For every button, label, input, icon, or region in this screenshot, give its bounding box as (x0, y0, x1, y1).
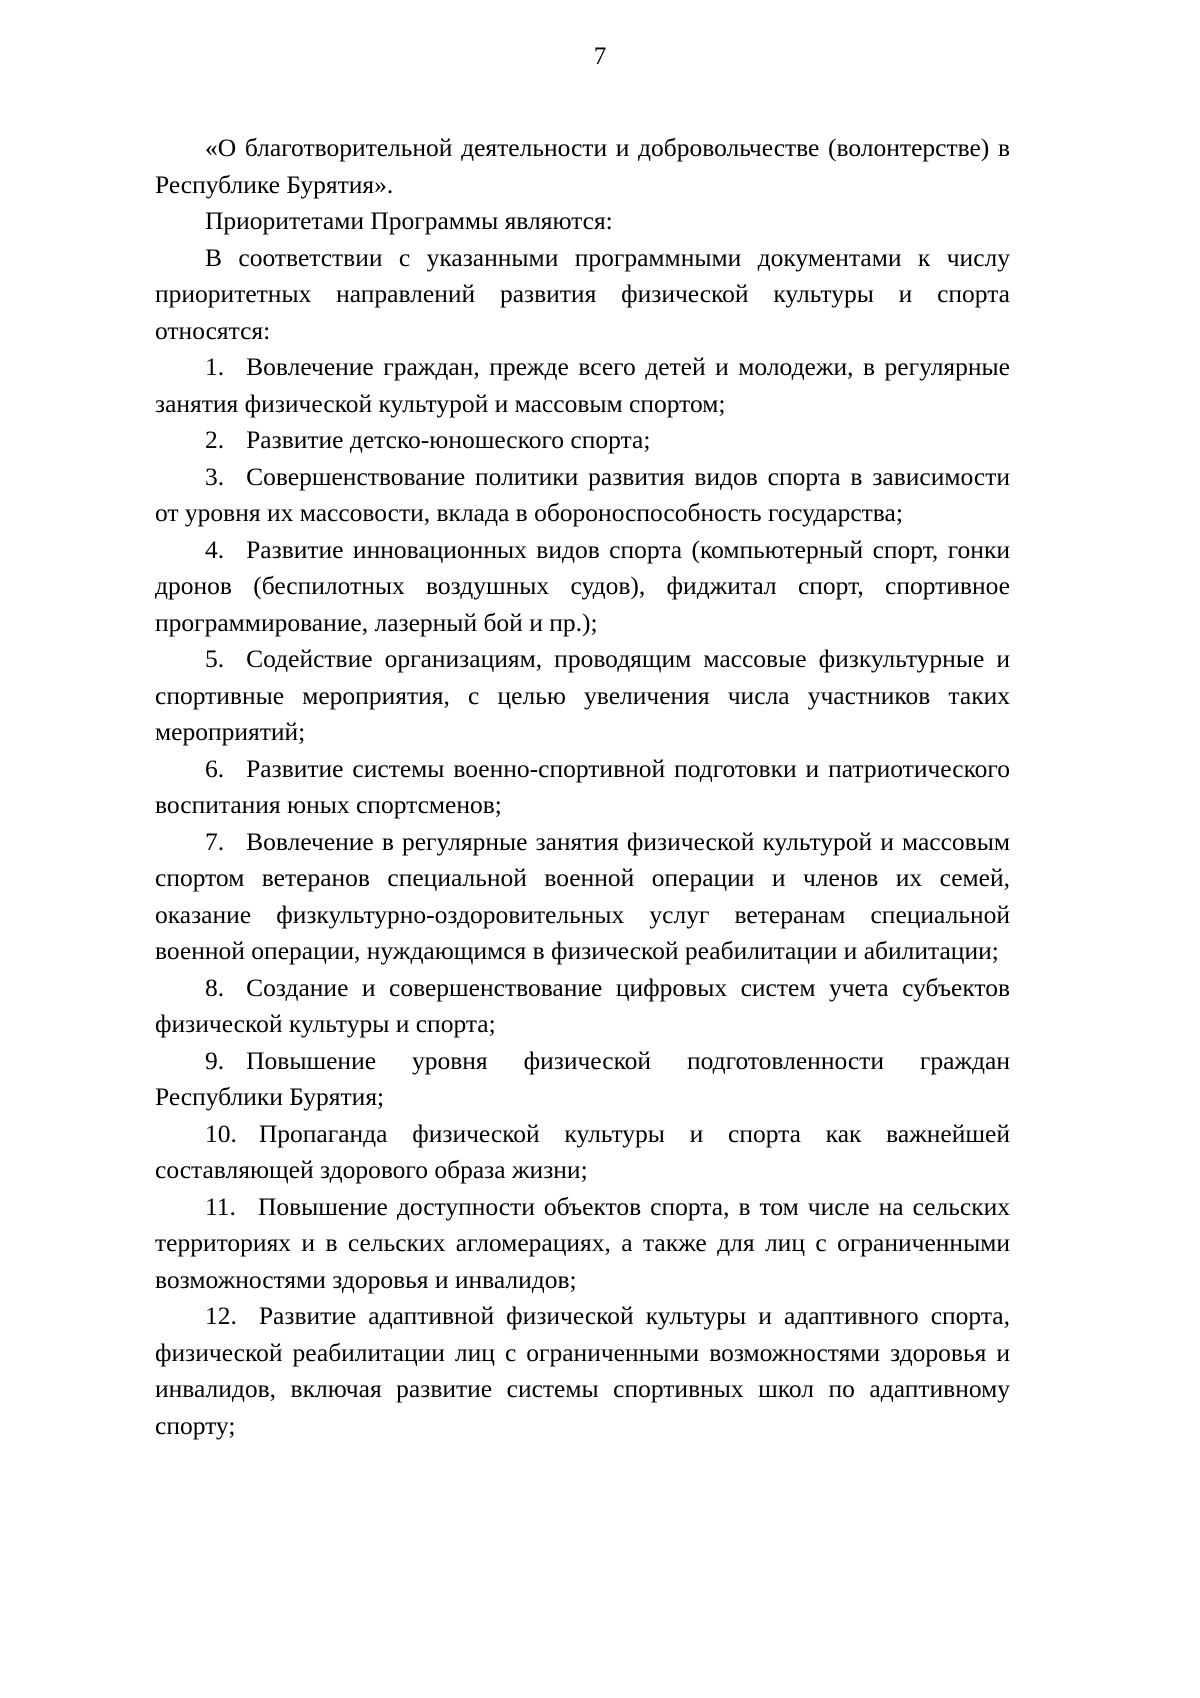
list-item-3 (155, 459, 1010, 532)
list-item-7 (155, 824, 1010, 970)
list-item-12 (155, 1298, 1010, 1444)
list-item-number: 10. (205, 1118, 237, 1148)
list-item-number: 7. (205, 826, 225, 856)
document-body (155, 130, 1010, 1444)
list-item-text: Повышение уровня физической подготовленности граждан Республики Бурятия; (155, 1045, 1010, 1111)
list-item-text: Совершенствование политики развития видов спорта в зависимости от уровня их массовости, вклада в обороноспособность государства; (155, 461, 1010, 527)
paragraph-law-title: «О благотворительной деятельности и добровольчестве (волонтерстве) в Республике Бурятия». (155, 133, 1010, 199)
list-item-5 (155, 641, 1010, 751)
list-item-1 (155, 349, 1010, 422)
list-item-number: 1. (205, 352, 225, 381)
paragraph-priorities-intro: Приоритетами Программы являются: (205, 206, 613, 235)
list-item-text: Создание и совершенствование цифровых систем учета субъектов физической культуры и спорта; (155, 972, 1010, 1038)
list-item-number: 2. (205, 425, 225, 454)
list-item-10 (155, 1116, 1010, 1189)
list-item-number: 6. (205, 753, 225, 783)
list-item-text: Повышение доступности объектов спорта, в том числе на сельских территориях и в сельских агломерациях, а также для лиц с ограниченными возможностями здоровья и инвалидов; (155, 1191, 1010, 1294)
list-item-number: 9. (205, 1045, 225, 1075)
list-item-2 (155, 422, 1010, 459)
list-item-number: 5. (205, 644, 225, 673)
list-item-number: 12. (205, 1301, 237, 1330)
list-item-number: 3. (205, 461, 225, 491)
list-item-number: 11. (205, 1191, 236, 1221)
list-item-text: Развитие инновационных видов спорта (компьютерный спорт, гонки дронов (беспилотных воздушных судов), фиджитал спорт, спортивное программирование, лазерный бой и пр.); (155, 534, 1010, 637)
page-number: 7 (593, 43, 607, 70)
list-item-text: Развитие детско-юношеского спорта; (246, 425, 651, 454)
list-item-4 (155, 532, 1010, 642)
list-item-text: Развитие адаптивной физической культуры и адаптивного спорта, физической реабилитации лиц с ограниченными возможностями здоровья и инвалидов, включая развитие системы спортивных школ по адаптивному спорту; (155, 1301, 1010, 1440)
list-item-text: Содействие организациям, проводящим массовые физкультурные и спортивные мероприятия, с целью увеличения числа участников таких мероприятий; (155, 644, 1010, 746)
list-item-text: Вовлечение в регулярные занятия физической культурой и массовым спортом ветеранов специальной военной операции и членов их семей, оказание физкультурно-оздоровительных услуг ветеранам специальной военной операции, нуждающимся в физической реабилитации и абилитации; (155, 826, 1010, 965)
list-item-number: 8. (205, 972, 225, 1002)
list-item-text: Вовлечение граждан, прежде всего детей и молодежи, в регулярные занятия физической культурой и массовым спортом; (155, 352, 1010, 418)
list-item-9 (155, 1043, 1010, 1116)
list-item-6 (155, 751, 1010, 824)
paragraph-accordance: В соответствии с указанными программными документами к числу приоритетных направлений развития физической культуры и спорта относятся: (155, 242, 1010, 345)
list-item-number: 4. (205, 534, 225, 564)
list-item-text: Пропаганда физической культуры и спорта как важнейшей составляющей здорового образа жизни; (155, 1118, 1010, 1184)
list-item-11 (155, 1189, 1010, 1299)
list-item-8 (155, 970, 1010, 1043)
list-item-text: Развитие системы военно-спортивной подготовки и патриотического воспитания юных спортсменов; (155, 753, 1010, 819)
